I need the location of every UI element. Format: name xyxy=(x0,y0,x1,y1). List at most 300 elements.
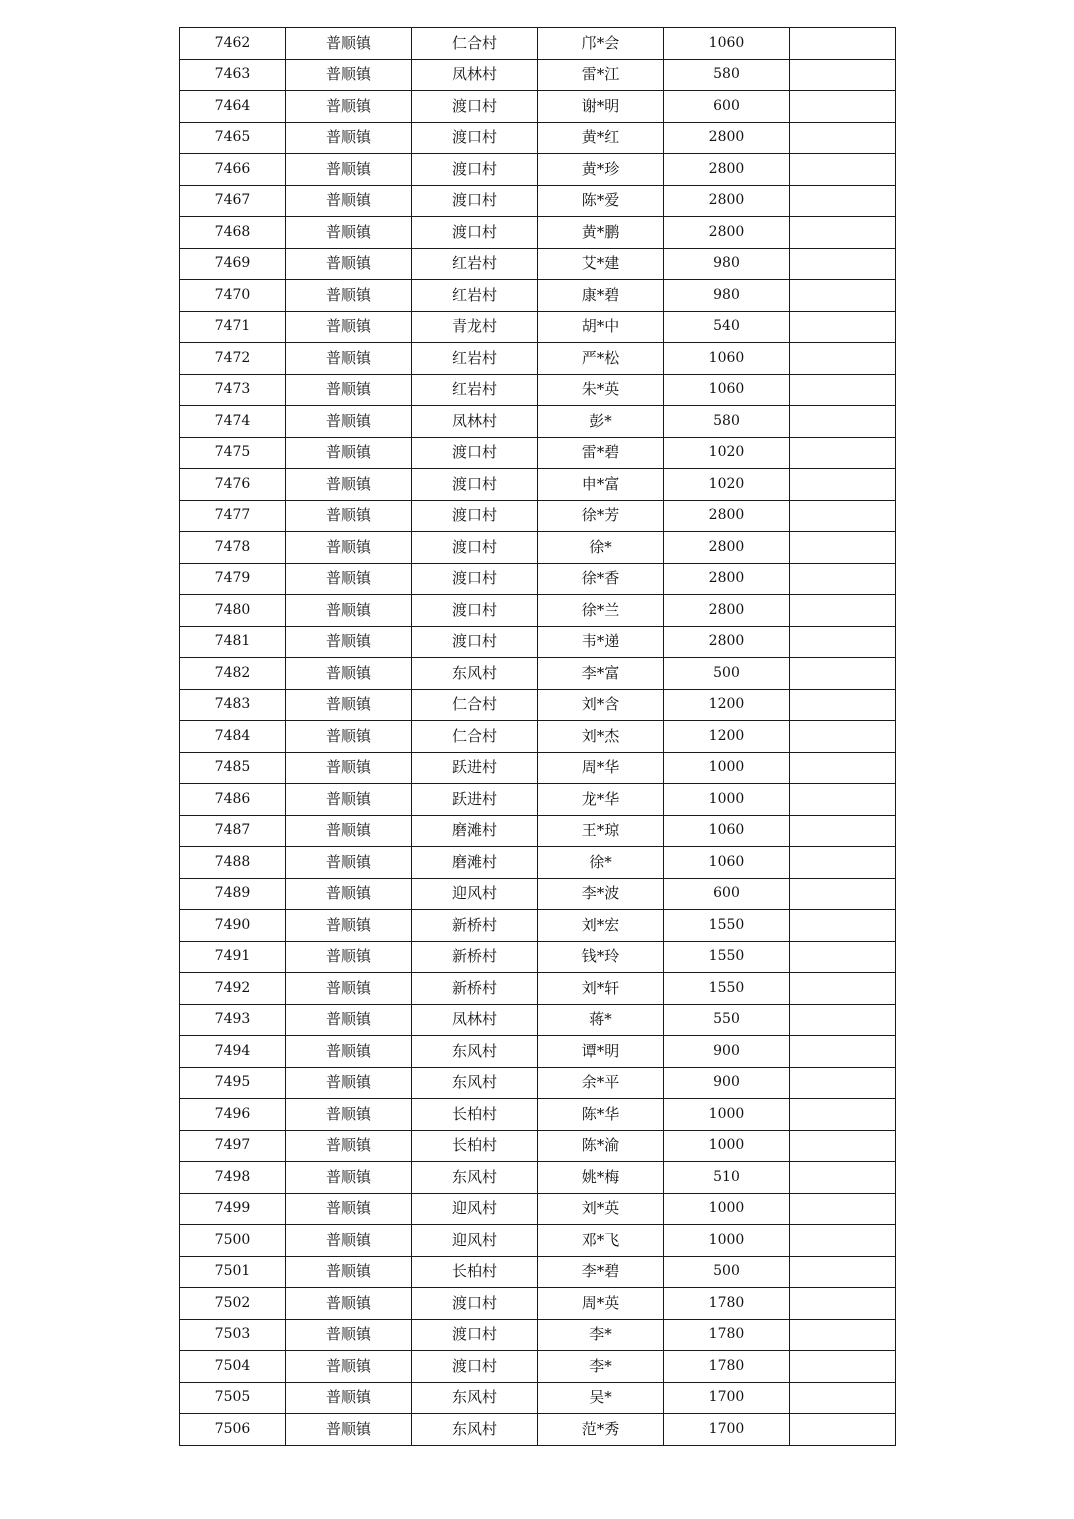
amount-cell: 580 xyxy=(664,406,790,438)
village-cell: 渡口村 xyxy=(412,532,538,564)
amount-cell: 1000 xyxy=(664,1099,790,1131)
town-cell: 普顺镇 xyxy=(286,28,412,60)
remark-cell xyxy=(790,343,896,375)
town-cell: 普顺镇 xyxy=(286,280,412,312)
name-cell: 陈*华 xyxy=(538,1099,664,1131)
village-cell: 东风村 xyxy=(412,1036,538,1068)
row-number-cell: 7484 xyxy=(180,721,286,753)
table-row xyxy=(180,658,896,690)
name-cell: 徐* xyxy=(538,847,664,879)
row-number-cell: 7469 xyxy=(180,248,286,280)
remark-cell xyxy=(790,1382,896,1414)
name-cell: 刘*含 xyxy=(538,689,664,721)
row-number-cell: 7473 xyxy=(180,374,286,406)
name-cell: 李* xyxy=(538,1319,664,1351)
amount-cell: 980 xyxy=(664,248,790,280)
name-cell: 蒋* xyxy=(538,1004,664,1036)
name-cell: 韦*递 xyxy=(538,626,664,658)
village-cell: 跃进村 xyxy=(412,752,538,784)
village-cell: 渡口村 xyxy=(412,500,538,532)
town-cell: 普顺镇 xyxy=(286,185,412,217)
table-row xyxy=(180,1319,896,1351)
amount-cell: 1550 xyxy=(664,973,790,1005)
village-cell: 长柏村 xyxy=(412,1130,538,1162)
table-row xyxy=(180,1288,896,1320)
name-cell: 徐*芳 xyxy=(538,500,664,532)
table-row xyxy=(180,847,896,879)
town-cell: 普顺镇 xyxy=(286,658,412,690)
town-cell: 普顺镇 xyxy=(286,59,412,91)
village-cell: 迎风村 xyxy=(412,1225,538,1257)
village-cell: 东风村 xyxy=(412,1382,538,1414)
table-row xyxy=(180,1099,896,1131)
town-cell: 普顺镇 xyxy=(286,217,412,249)
table-row xyxy=(180,941,896,973)
table-row xyxy=(180,217,896,249)
town-cell: 普顺镇 xyxy=(286,1256,412,1288)
village-cell: 渡口村 xyxy=(412,595,538,627)
remark-cell xyxy=(790,280,896,312)
table-row xyxy=(180,563,896,595)
table-row xyxy=(180,595,896,627)
amount-cell: 1000 xyxy=(664,1225,790,1257)
town-cell: 普顺镇 xyxy=(286,122,412,154)
name-cell: 黄*珍 xyxy=(538,154,664,186)
table-row xyxy=(180,374,896,406)
row-number-cell: 7467 xyxy=(180,185,286,217)
remark-cell xyxy=(790,500,896,532)
remark-cell xyxy=(790,815,896,847)
name-cell: 周*英 xyxy=(538,1288,664,1320)
village-cell: 渡口村 xyxy=(412,626,538,658)
table-row xyxy=(180,1256,896,1288)
name-cell: 陈*渝 xyxy=(538,1130,664,1162)
row-number-cell: 7495 xyxy=(180,1067,286,1099)
row-number-cell: 7505 xyxy=(180,1382,286,1414)
village-cell: 渡口村 xyxy=(412,122,538,154)
table-row xyxy=(180,721,896,753)
table-row xyxy=(180,154,896,186)
village-cell: 红岩村 xyxy=(412,374,538,406)
row-number-cell: 7478 xyxy=(180,532,286,564)
table-row xyxy=(180,28,896,60)
name-cell: 徐* xyxy=(538,532,664,564)
name-cell: 钱*玲 xyxy=(538,941,664,973)
name-cell: 刘*宏 xyxy=(538,910,664,942)
remark-cell xyxy=(790,59,896,91)
remark-cell xyxy=(790,185,896,217)
town-cell: 普顺镇 xyxy=(286,847,412,879)
remark-cell xyxy=(790,1067,896,1099)
amount-cell: 2800 xyxy=(664,217,790,249)
amount-cell: 980 xyxy=(664,280,790,312)
row-number-cell: 7485 xyxy=(180,752,286,784)
row-number-cell: 7465 xyxy=(180,122,286,154)
village-cell: 渡口村 xyxy=(412,1351,538,1383)
row-number-cell: 7462 xyxy=(180,28,286,60)
remark-cell xyxy=(790,532,896,564)
village-cell: 迎风村 xyxy=(412,878,538,910)
table-row xyxy=(180,343,896,375)
row-number-cell: 7490 xyxy=(180,910,286,942)
remark-cell xyxy=(790,595,896,627)
town-cell: 普顺镇 xyxy=(286,437,412,469)
table-row xyxy=(180,59,896,91)
amount-cell: 1000 xyxy=(664,1193,790,1225)
table-row xyxy=(180,91,896,123)
village-cell: 新桥村 xyxy=(412,910,538,942)
table-row xyxy=(180,1067,896,1099)
name-cell: 陈*爱 xyxy=(538,185,664,217)
name-cell: 朱*英 xyxy=(538,374,664,406)
amount-cell: 1060 xyxy=(664,847,790,879)
remark-cell xyxy=(790,910,896,942)
name-cell: 余*平 xyxy=(538,1067,664,1099)
town-cell: 普顺镇 xyxy=(286,595,412,627)
town-cell: 普顺镇 xyxy=(286,1004,412,1036)
village-cell: 新桥村 xyxy=(412,941,538,973)
amount-cell: 2800 xyxy=(664,154,790,186)
remark-cell xyxy=(790,658,896,690)
row-number-cell: 7494 xyxy=(180,1036,286,1068)
table-row xyxy=(180,248,896,280)
row-number-cell: 7493 xyxy=(180,1004,286,1036)
remark-cell xyxy=(790,154,896,186)
table-row xyxy=(180,784,896,816)
village-cell: 渡口村 xyxy=(412,1319,538,1351)
name-cell: 雷*碧 xyxy=(538,437,664,469)
village-cell: 渡口村 xyxy=(412,91,538,123)
row-number-cell: 7498 xyxy=(180,1162,286,1194)
town-cell: 普顺镇 xyxy=(286,1351,412,1383)
row-number-cell: 7463 xyxy=(180,59,286,91)
remark-cell xyxy=(790,311,896,343)
amount-cell: 1060 xyxy=(664,815,790,847)
amount-cell: 1700 xyxy=(664,1382,790,1414)
remark-cell xyxy=(790,752,896,784)
amount-cell: 510 xyxy=(664,1162,790,1194)
village-cell: 长柏村 xyxy=(412,1099,538,1131)
amount-cell: 1780 xyxy=(664,1288,790,1320)
amount-cell: 500 xyxy=(664,1256,790,1288)
town-cell: 普顺镇 xyxy=(286,721,412,753)
town-cell: 普顺镇 xyxy=(286,1067,412,1099)
table-row xyxy=(180,878,896,910)
name-cell: 李*富 xyxy=(538,658,664,690)
amount-cell: 1550 xyxy=(664,941,790,973)
village-cell: 磨滩村 xyxy=(412,847,538,879)
remark-cell xyxy=(790,1162,896,1194)
name-cell: 姚*梅 xyxy=(538,1162,664,1194)
amount-cell: 1000 xyxy=(664,1130,790,1162)
amount-cell: 600 xyxy=(664,878,790,910)
table-row xyxy=(180,752,896,784)
row-number-cell: 7483 xyxy=(180,689,286,721)
village-cell: 东风村 xyxy=(412,1162,538,1194)
amount-cell: 1780 xyxy=(664,1319,790,1351)
name-cell: 黄*红 xyxy=(538,122,664,154)
remark-cell xyxy=(790,437,896,469)
amount-cell: 1550 xyxy=(664,910,790,942)
remark-cell xyxy=(790,28,896,60)
town-cell: 普顺镇 xyxy=(286,878,412,910)
table-row xyxy=(180,532,896,564)
table-row xyxy=(180,406,896,438)
row-number-cell: 7501 xyxy=(180,1256,286,1288)
remark-cell xyxy=(790,1225,896,1257)
village-cell: 长柏村 xyxy=(412,1256,538,1288)
row-number-cell: 7480 xyxy=(180,595,286,627)
amount-cell: 1020 xyxy=(664,469,790,501)
amount-cell: 1060 xyxy=(664,28,790,60)
amount-cell: 600 xyxy=(664,91,790,123)
name-cell: 徐*兰 xyxy=(538,595,664,627)
table-row xyxy=(180,1036,896,1068)
table-row xyxy=(180,815,896,847)
row-number-cell: 7503 xyxy=(180,1319,286,1351)
town-cell: 普顺镇 xyxy=(286,1162,412,1194)
row-number-cell: 7489 xyxy=(180,878,286,910)
remark-cell xyxy=(790,217,896,249)
remark-cell xyxy=(790,878,896,910)
remark-cell xyxy=(790,1351,896,1383)
village-cell: 东风村 xyxy=(412,1414,538,1446)
row-number-cell: 7488 xyxy=(180,847,286,879)
amount-cell: 540 xyxy=(664,311,790,343)
name-cell: 龙*华 xyxy=(538,784,664,816)
remark-cell xyxy=(790,1414,896,1446)
amount-cell: 500 xyxy=(664,658,790,690)
row-number-cell: 7504 xyxy=(180,1351,286,1383)
village-cell: 仁合村 xyxy=(412,689,538,721)
village-cell: 凤林村 xyxy=(412,406,538,438)
town-cell: 普顺镇 xyxy=(286,941,412,973)
remark-cell xyxy=(790,1036,896,1068)
town-cell: 普顺镇 xyxy=(286,343,412,375)
row-number-cell: 7470 xyxy=(180,280,286,312)
row-number-cell: 7464 xyxy=(180,91,286,123)
town-cell: 普顺镇 xyxy=(286,1288,412,1320)
row-number-cell: 7499 xyxy=(180,1193,286,1225)
remark-cell xyxy=(790,248,896,280)
row-number-cell: 7476 xyxy=(180,469,286,501)
row-number-cell: 7500 xyxy=(180,1225,286,1257)
village-cell: 渡口村 xyxy=(412,185,538,217)
town-cell: 普顺镇 xyxy=(286,1130,412,1162)
name-cell: 范*秀 xyxy=(538,1414,664,1446)
town-cell: 普顺镇 xyxy=(286,532,412,564)
row-number-cell: 7472 xyxy=(180,343,286,375)
row-number-cell: 7466 xyxy=(180,154,286,186)
amount-cell: 1780 xyxy=(664,1351,790,1383)
table-row xyxy=(180,437,896,469)
town-cell: 普顺镇 xyxy=(286,910,412,942)
name-cell: 李*波 xyxy=(538,878,664,910)
remark-cell xyxy=(790,406,896,438)
village-cell: 渡口村 xyxy=(412,217,538,249)
name-cell: 刘*杰 xyxy=(538,721,664,753)
town-cell: 普顺镇 xyxy=(286,563,412,595)
town-cell: 普顺镇 xyxy=(286,500,412,532)
remark-cell xyxy=(790,1319,896,1351)
name-cell: 刘*轩 xyxy=(538,973,664,1005)
village-cell: 东风村 xyxy=(412,658,538,690)
remark-cell xyxy=(790,626,896,658)
name-cell: 李* xyxy=(538,1351,664,1383)
town-cell: 普顺镇 xyxy=(286,406,412,438)
name-cell: 徐*香 xyxy=(538,563,664,595)
name-cell: 艾*建 xyxy=(538,248,664,280)
table-row xyxy=(180,280,896,312)
amount-cell: 1060 xyxy=(664,343,790,375)
remark-cell xyxy=(790,122,896,154)
name-cell: 邓*飞 xyxy=(538,1225,664,1257)
row-number-cell: 7479 xyxy=(180,563,286,595)
amount-cell: 2800 xyxy=(664,563,790,595)
town-cell: 普顺镇 xyxy=(286,815,412,847)
row-number-cell: 7471 xyxy=(180,311,286,343)
town-cell: 普顺镇 xyxy=(286,1099,412,1131)
row-number-cell: 7486 xyxy=(180,784,286,816)
town-cell: 普顺镇 xyxy=(286,689,412,721)
table-row xyxy=(180,973,896,1005)
village-cell: 渡口村 xyxy=(412,469,538,501)
table-row xyxy=(180,1382,896,1414)
town-cell: 普顺镇 xyxy=(286,311,412,343)
name-cell: 康*碧 xyxy=(538,280,664,312)
row-number-cell: 7481 xyxy=(180,626,286,658)
remark-cell xyxy=(790,973,896,1005)
row-number-cell: 7491 xyxy=(180,941,286,973)
amount-cell: 1200 xyxy=(664,721,790,753)
town-cell: 普顺镇 xyxy=(286,784,412,816)
name-cell: 邝*会 xyxy=(538,28,664,60)
remark-cell xyxy=(790,1099,896,1131)
remark-cell xyxy=(790,1004,896,1036)
amount-cell: 900 xyxy=(664,1036,790,1068)
row-number-cell: 7474 xyxy=(180,406,286,438)
row-number-cell: 7502 xyxy=(180,1288,286,1320)
table-row xyxy=(180,1193,896,1225)
row-number-cell: 7506 xyxy=(180,1414,286,1446)
village-cell: 仁合村 xyxy=(412,28,538,60)
village-cell: 青龙村 xyxy=(412,311,538,343)
name-cell: 雷*江 xyxy=(538,59,664,91)
table-row xyxy=(180,1130,896,1162)
amount-cell: 2800 xyxy=(664,626,790,658)
name-cell: 吴* xyxy=(538,1382,664,1414)
name-cell: 李*碧 xyxy=(538,1256,664,1288)
town-cell: 普顺镇 xyxy=(286,1414,412,1446)
table-row xyxy=(180,500,896,532)
town-cell: 普顺镇 xyxy=(286,1036,412,1068)
remark-cell xyxy=(790,1256,896,1288)
name-cell: 申*富 xyxy=(538,469,664,501)
village-cell: 红岩村 xyxy=(412,280,538,312)
amount-cell: 1200 xyxy=(664,689,790,721)
town-cell: 普顺镇 xyxy=(286,248,412,280)
amount-cell: 1000 xyxy=(664,784,790,816)
remark-cell xyxy=(790,374,896,406)
town-cell: 普顺镇 xyxy=(286,1193,412,1225)
table-row xyxy=(180,910,896,942)
name-cell: 严*松 xyxy=(538,343,664,375)
town-cell: 普顺镇 xyxy=(286,626,412,658)
remark-cell xyxy=(790,847,896,879)
village-cell: 红岩村 xyxy=(412,248,538,280)
table-row xyxy=(180,1351,896,1383)
remark-cell xyxy=(790,1288,896,1320)
row-number-cell: 7492 xyxy=(180,973,286,1005)
village-cell: 凤林村 xyxy=(412,1004,538,1036)
name-cell: 刘*英 xyxy=(538,1193,664,1225)
village-cell: 新桥村 xyxy=(412,973,538,1005)
remark-cell xyxy=(790,941,896,973)
row-number-cell: 7487 xyxy=(180,815,286,847)
row-number-cell: 7477 xyxy=(180,500,286,532)
village-cell: 跃进村 xyxy=(412,784,538,816)
table-row xyxy=(180,1004,896,1036)
name-cell: 彭* xyxy=(538,406,664,438)
amount-cell: 2800 xyxy=(664,500,790,532)
table-row xyxy=(180,1414,896,1446)
town-cell: 普顺镇 xyxy=(286,469,412,501)
amount-cell: 1000 xyxy=(664,752,790,784)
row-number-cell: 7496 xyxy=(180,1099,286,1131)
town-cell: 普顺镇 xyxy=(286,1319,412,1351)
remark-cell xyxy=(790,563,896,595)
table-row xyxy=(180,469,896,501)
town-cell: 普顺镇 xyxy=(286,91,412,123)
amount-cell: 550 xyxy=(664,1004,790,1036)
table-row xyxy=(180,689,896,721)
village-cell: 红岩村 xyxy=(412,343,538,375)
name-cell: 谢*明 xyxy=(538,91,664,123)
village-cell: 凤林村 xyxy=(412,59,538,91)
remark-cell xyxy=(790,721,896,753)
village-cell: 磨滩村 xyxy=(412,815,538,847)
amount-cell: 2800 xyxy=(664,185,790,217)
amount-cell: 1020 xyxy=(664,437,790,469)
remark-cell xyxy=(790,1130,896,1162)
amount-cell: 2800 xyxy=(664,532,790,564)
amount-cell: 900 xyxy=(664,1067,790,1099)
remark-cell xyxy=(790,784,896,816)
remark-cell xyxy=(790,469,896,501)
name-cell: 王*琼 xyxy=(538,815,664,847)
village-cell: 渡口村 xyxy=(412,154,538,186)
amount-cell: 1700 xyxy=(664,1414,790,1446)
town-cell: 普顺镇 xyxy=(286,1225,412,1257)
village-cell: 渡口村 xyxy=(412,563,538,595)
table-row xyxy=(180,1162,896,1194)
table-row xyxy=(180,122,896,154)
remark-cell xyxy=(790,91,896,123)
amount-cell: 1060 xyxy=(664,374,790,406)
amount-cell: 2800 xyxy=(664,122,790,154)
amount-cell: 580 xyxy=(664,59,790,91)
table-row xyxy=(180,311,896,343)
row-number-cell: 7475 xyxy=(180,437,286,469)
remark-cell xyxy=(790,1193,896,1225)
row-number-cell: 7482 xyxy=(180,658,286,690)
town-cell: 普顺镇 xyxy=(286,973,412,1005)
town-cell: 普顺镇 xyxy=(286,374,412,406)
row-number-cell: 7468 xyxy=(180,217,286,249)
name-cell: 周*华 xyxy=(538,752,664,784)
table-body xyxy=(180,28,896,1446)
village-cell: 东风村 xyxy=(412,1067,538,1099)
